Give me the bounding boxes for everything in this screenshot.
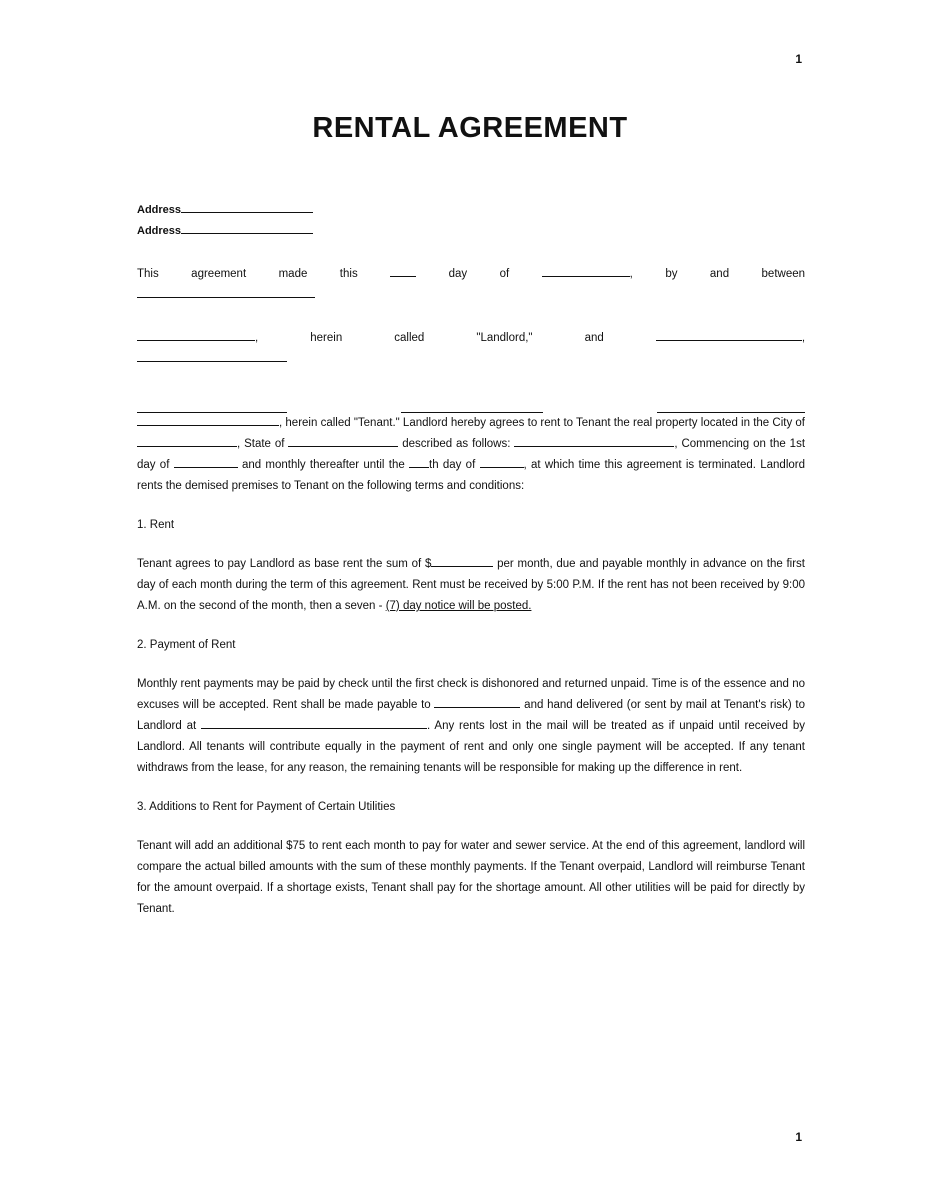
payee-blank xyxy=(434,696,520,709)
address-label-2: Address xyxy=(137,225,182,237)
tenant-line-2 xyxy=(137,349,805,370)
monthly-text-2: , at which time this agreement is xyxy=(523,459,695,471)
tenant-name-blank-2 xyxy=(137,350,287,363)
tenant-name-blank-4 xyxy=(401,401,543,414)
state-blank xyxy=(288,435,398,448)
intro-text-3: , by and between xyxy=(629,268,806,280)
tenant-blanks-row xyxy=(137,392,805,413)
page-number-bottom: 1 xyxy=(795,1130,802,1144)
page-number-top: 1 xyxy=(795,52,802,66)
city-text: real property located in the City of xyxy=(632,417,806,429)
landlord-term: "Landlord," xyxy=(476,332,533,344)
section-2-paragraph xyxy=(137,674,805,779)
address-blank-1 xyxy=(181,201,313,213)
document-title: RENTAL AGREEMENT xyxy=(312,112,628,144)
description-blank xyxy=(514,435,674,448)
described-text: described as follows: xyxy=(402,438,511,450)
payment-text-3: . Any rents lost in the mail will be treated as if unpaid until received by Landlord. All tenants will contribute equally in the payment of rent and only one single payment will be accepted. If any tenant withdraws from the lease, for any reason, the remaining tenants will be responsible for making up the difference in rent. xyxy=(137,720,805,774)
and-word: and xyxy=(584,332,604,344)
tenant-name-blank-3 xyxy=(137,401,287,414)
th-day-text: th day of xyxy=(429,459,476,471)
tenant-name-blank-1 xyxy=(656,329,802,342)
tenant-text: , herein called "Tenant." Landlord hereby agrees to rent to Tenant the xyxy=(279,417,630,429)
address-line-1 xyxy=(137,200,805,221)
landlord-name-blank xyxy=(137,329,255,342)
address-blank-2 xyxy=(181,222,313,234)
commence-month-blank xyxy=(174,456,238,469)
city-blank xyxy=(137,435,237,448)
party-blank-1 xyxy=(137,286,315,299)
state-text: , State of xyxy=(237,438,285,450)
rent-amount-blank xyxy=(431,555,493,568)
month-blank xyxy=(542,265,630,278)
rent-text-1: Tenant agrees to pay Landlord as base rent the sum of $ xyxy=(137,558,432,570)
address-label-1: Address xyxy=(137,204,182,216)
rent-notice-text: (7) day notice will be posted. xyxy=(385,600,532,612)
end-month-blank xyxy=(480,456,524,469)
intro-line-1 xyxy=(137,264,805,285)
landlord-line: , herein called "Landlord," and , xyxy=(137,328,805,349)
tenant-name-blank-5 xyxy=(657,401,805,414)
payment-text-1: Monthly rent payments may be paid by check until the first check is dishonored and returned unpaid. Time is of the essence and no excuses will be accepted. Rent shall be made payable to xyxy=(137,678,805,711)
tenant-name-blank-6 xyxy=(137,414,279,427)
commencing-text: , Commencing on the 1st day of xyxy=(137,438,806,471)
intro-text-2: day of xyxy=(448,268,510,280)
landlord-address-blank xyxy=(201,717,427,730)
terminated-text: terminated. Landlord rents the demised premises to Tenant on the following terms and conditions: xyxy=(137,459,806,492)
property-paragraph xyxy=(137,413,805,497)
document-body xyxy=(137,200,805,920)
address-line-2 xyxy=(137,221,805,242)
section-1-paragraph xyxy=(137,554,805,617)
end-day-blank xyxy=(409,456,429,469)
monthly-text-1: and monthly thereafter until the xyxy=(241,459,405,471)
section-2-heading: 2. Payment of Rent xyxy=(137,639,236,651)
section-3-paragraph: Tenant will add an additional $75 to rent each month to pay for water and sewer service. At the end of this agreement, landlord will compare the actual billed amounts with the sum of these monthly payments. If the Tenant overpaid, Landlord will reimburse Tenant for the amount overpaid. If a shortage exists, Tenant shall pay for the shortage amount. All other utilities will be paid for directly by Tenant. xyxy=(137,840,805,915)
section-1-heading: 1. Rent xyxy=(137,519,175,531)
intro-line-2 xyxy=(137,285,805,306)
landlord-herein-called: herein called xyxy=(310,332,425,344)
intro-text-1: This agreement made this xyxy=(137,268,358,280)
payment-text-2: and hand delivered (or sent by mail at Tenant's risk) to Landlord at xyxy=(137,699,806,732)
rent-text-2: per month, due and payable monthly in advance on the first day of each month during the term of this agreement. Rent must be received by 5:00 P.M. If the rent has not been received by 9:00 A.M. on the second of the month, then a seven - xyxy=(137,558,806,612)
section-3-heading: 3. Additions to Rent for Payment of Certain Utilities xyxy=(137,801,396,813)
day-blank xyxy=(390,265,416,278)
